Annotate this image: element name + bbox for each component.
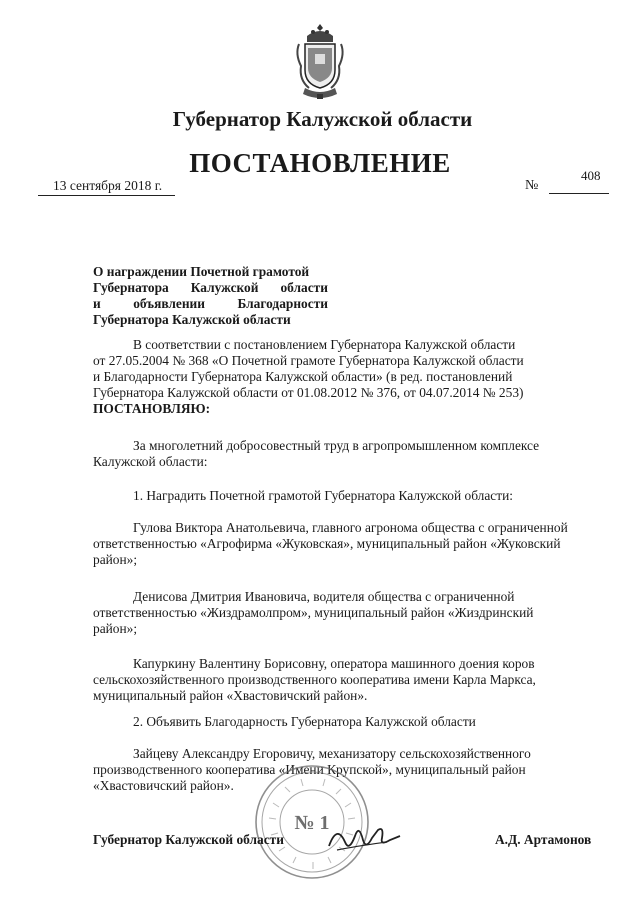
subject-line: и объявлении Благодарности: [93, 296, 328, 311]
subject-line: О награждении Почетной грамотой: [93, 264, 310, 279]
number-sign: №: [525, 178, 539, 193]
document-date: 13 сентября 2018 г.: [53, 178, 163, 193]
thanks-paragraph: Зайцеву Александру Егоровичу, механизатору сельскохозяйственного производственного кооператива «Имени Крупской», муниципальный район «Хвастовичский район».: [93, 746, 531, 793]
award-paragraph: Гулова Виктора Анатольевича, главного агронома общества с ограниченной ответственностью «Агрофирма «Жуковская», муниципальный район «Жуковский район»;: [93, 520, 568, 567]
subject-line: Губернатора Калужской области: [93, 312, 291, 327]
authority-title: Губернатор Калужской области: [172, 107, 473, 131]
item-1-heading: 1. Наградить Почетной грамотой Губернатора Калужской области:: [133, 488, 513, 503]
signatory-name: А.Д. Артамонов: [495, 832, 592, 847]
document-type-heading: ПОСТАНОВЛЕНИЕ: [189, 148, 451, 178]
number-underline: [549, 193, 609, 194]
document-number: 408: [581, 168, 601, 183]
item-2-heading: 2. Объявить Благодарность Губернатора Калужской области: [133, 714, 476, 729]
date-underline: [38, 195, 175, 196]
award-paragraph: Денисова Дмитрия Ивановича, водителя общества с ограниченной ответственностью «Жиздрамолпром», муниципальный район «Жиздринский район»;: [93, 589, 534, 636]
intro-paragraph: В соответствии с постановлением Губернатора Калужской области от 27.05.2004 № 368 «О Почетной грамоте Губернатора Калужской области и Благодарности Губернатора Калужской области» (в ред. постановлений Губернатора Калужской области от 01.08.2012 № 376, от 04.07.2014 № 253) ПОСТАНОВЛЯЮ:: [93, 337, 600, 417]
handwritten-signature: [325, 820, 405, 860]
award-paragraph: Капуркину Валентину Борисовну, оператора машинного доения коров сельскохозяйственного производственного кооператива имени Карла Маркса, муниципальный район «Хвастовичский район».: [93, 656, 536, 703]
subject-line: Губернатора Калужской области: [93, 280, 328, 295]
subject-block: [93, 264, 328, 328]
coat-of-arms-emblem: [293, 22, 347, 100]
signature-position: Губернатор Калужской области: [93, 832, 284, 847]
reason-paragraph: За многолетний добросовестный труд в агропромышленном комплексе Калужской области:: [93, 438, 540, 469]
resolve-word: ПОСТАНОВЛЯЮ:: [93, 401, 211, 416]
stamp-number: № 1: [294, 812, 330, 834]
